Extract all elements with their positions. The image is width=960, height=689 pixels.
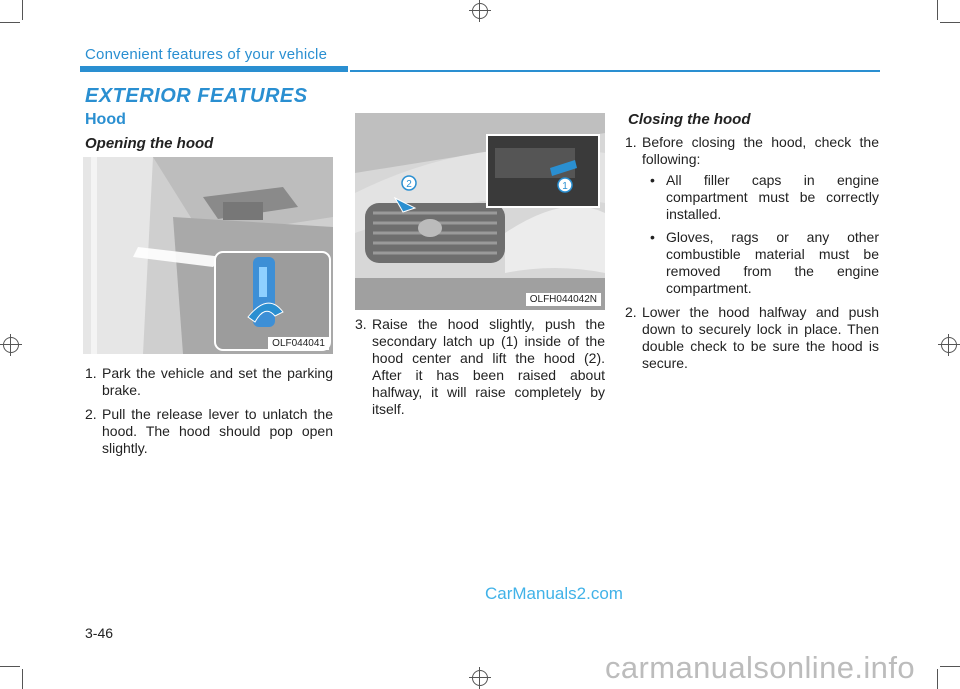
opening-steps [85, 365, 333, 464]
check-list [642, 172, 879, 297]
bullet-text: All filler caps in engine compartment must be correctly installed. [666, 172, 879, 222]
figure-label: OLFH044042N [526, 293, 601, 306]
bullet-icon: • [650, 172, 655, 188]
registration-mark [0, 334, 22, 356]
step-number: 3. [355, 316, 367, 332]
crop-mark [937, 669, 938, 689]
header-rule [350, 70, 880, 72]
step-text: Pull the release lever to unlatch the hood. The hood should pop open slightly. [102, 406, 333, 456]
release-lever-illustration [83, 157, 333, 354]
step-text: Park the vehicle and set the parking brake. [102, 365, 333, 398]
running-header: Convenient features of your vehicle [85, 46, 328, 63]
step-number: 2. [85, 406, 97, 422]
bullet-item [642, 229, 879, 297]
registration-mark [938, 334, 960, 356]
step-item [625, 304, 879, 372]
crop-mark [940, 22, 960, 23]
opening-hood-subhead: Opening the hood [85, 135, 214, 152]
watermark-link[interactable]: CarManuals2.com [485, 584, 623, 603]
step-number: 1. [85, 365, 97, 381]
bullet-item [642, 172, 879, 223]
crop-mark [0, 22, 20, 23]
closing-hood-subhead: Closing the hood [628, 111, 751, 128]
crop-mark [940, 666, 960, 667]
step-text: Lower the hood halfway and push down to securely lock in place. Then double check to be sure the hood is secure. [642, 304, 879, 371]
step-number: 1. [625, 134, 637, 150]
crop-mark [22, 0, 23, 20]
bullet-text: Gloves, rags or any other combustible material must be removed from the engine compartment. [666, 229, 879, 296]
step-item [625, 134, 879, 297]
header-bar [80, 66, 348, 72]
site-watermark: carmanualsonline.info [605, 650, 915, 685]
callout-1: 1 [562, 181, 568, 192]
hood-latch-illustration [355, 113, 605, 310]
section-title: Hood [85, 111, 126, 128]
registration-mark [469, 0, 491, 22]
hood-latch-figure [355, 113, 605, 310]
step-item [355, 316, 605, 418]
step-item [85, 365, 333, 399]
registration-mark [469, 667, 491, 689]
step-text: Raise the hood slightly, push the secondary latch up (1) inside of the hood center and lift the hood (2). After it has been raised about halfway, it will raise completely by itself. [372, 316, 605, 417]
step-item [85, 406, 333, 457]
release-lever-figure [83, 157, 333, 354]
raising-steps [355, 316, 605, 425]
step-text: Before closing the hood, check the following: [642, 134, 879, 167]
bullet-icon: • [650, 229, 655, 245]
crop-mark [937, 0, 938, 20]
step-number: 2. [625, 304, 637, 320]
chapter-title: EXTERIOR FEATURES [85, 85, 308, 107]
callout-2: 2 [406, 179, 412, 190]
crop-mark [0, 666, 20, 667]
page-number: 3-46 [85, 625, 114, 641]
figure-label: OLF044041 [268, 337, 329, 350]
closing-steps [625, 134, 879, 379]
crop-mark [22, 669, 23, 689]
